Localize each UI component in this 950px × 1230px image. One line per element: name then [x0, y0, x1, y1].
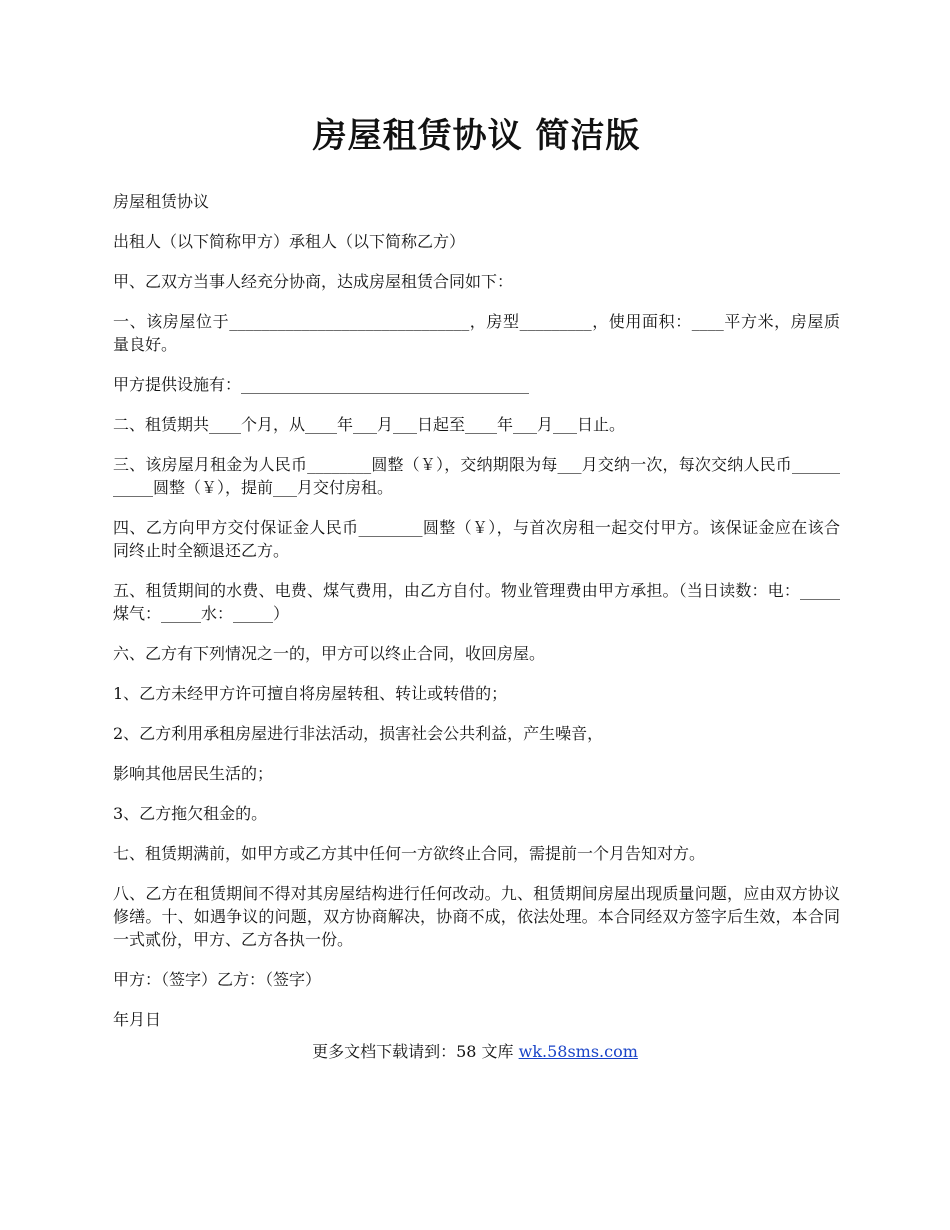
paragraph-clause-7: 七、租赁期满前，如甲方或乙方其中任何一方欲终止合同，需提前一个月告知对方。	[113, 844, 706, 863]
paragraph-clause-5: 五、租赁期间的水费、电费、煤气费用，由乙方自付。物业管理费由甲方承担。（当日读数：电：_____煤气：_____水：_____）	[113, 581, 840, 623]
paragraph-date: 年月日	[113, 1010, 162, 1029]
paragraph-clause-3: 三、该房屋月租金为人民币________圆整（￥），交纳期限为每___月交纳一次，每次交纳人民币___________圆整（￥），提前___月交付房租。	[113, 455, 840, 497]
footer	[0, 1040, 950, 1064]
paragraph-clause-1: 一、该房屋位于______________________________，房型_________，使用面积：____平方米，房屋质量良好。	[113, 312, 840, 354]
paragraph-clause-6: 六、乙方有下列情况之一的，甲方可以终止合同，收回房屋。	[113, 644, 546, 663]
paragraph-parties: 出租人（以下简称甲方）承租人（以下简称乙方）	[113, 232, 466, 251]
paragraph-clause-4: 四、乙方向甲方交付保证金人民币________圆整（￥），与首次房租一起交付甲方。该保证金应在该合同终止时全额退还乙方。	[113, 518, 840, 560]
paragraph-item-2: 2、乙方利用承租房屋进行非法活动，损害社会公共利益，产生噪音，	[113, 724, 604, 743]
paragraph-heading: 房屋租赁协议	[113, 192, 210, 211]
paragraph-item-3: 3、乙方拖欠租金的。	[113, 804, 268, 823]
paragraph-intro: 甲、乙双方当事人经充分协商，达成房屋租赁合同如下：	[113, 272, 514, 291]
paragraph-item-2-cont: 影响其他居民生活的；	[113, 764, 274, 783]
document-title: 房屋租赁协议 简洁版	[312, 116, 641, 156]
footer-text: 更多文档下载请到：58 文库	[312, 1042, 519, 1061]
paragraph-clause-8-10: 八、乙方在租赁期间不得对其房屋结构进行任何改动。九、租赁期间房屋出现质量问题，应由双方协议修缮。十、如遇争议的问题，双方协商解决，协商不成，依法处理。本合同经双方签字后生效，本合同一式贰份，甲方、乙方各执一份。	[113, 884, 840, 949]
document-page	[113, 110, 840, 1048]
paragraph-facilities: 甲方提供设施有：____________________________________	[113, 375, 530, 394]
paragraph-item-1: 1、乙方未经甲方许可擅自将房屋转租、转让或转借的；	[113, 684, 508, 703]
paragraph-clause-2: 二、租赁期共____个月，从____年___月___日起至____年___月___日止。	[113, 415, 626, 434]
footer-link[interactable]: wk.58sms.com	[518, 1042, 638, 1061]
paragraph-signatures: 甲方：（签字）乙方：（签字）	[113, 970, 322, 989]
